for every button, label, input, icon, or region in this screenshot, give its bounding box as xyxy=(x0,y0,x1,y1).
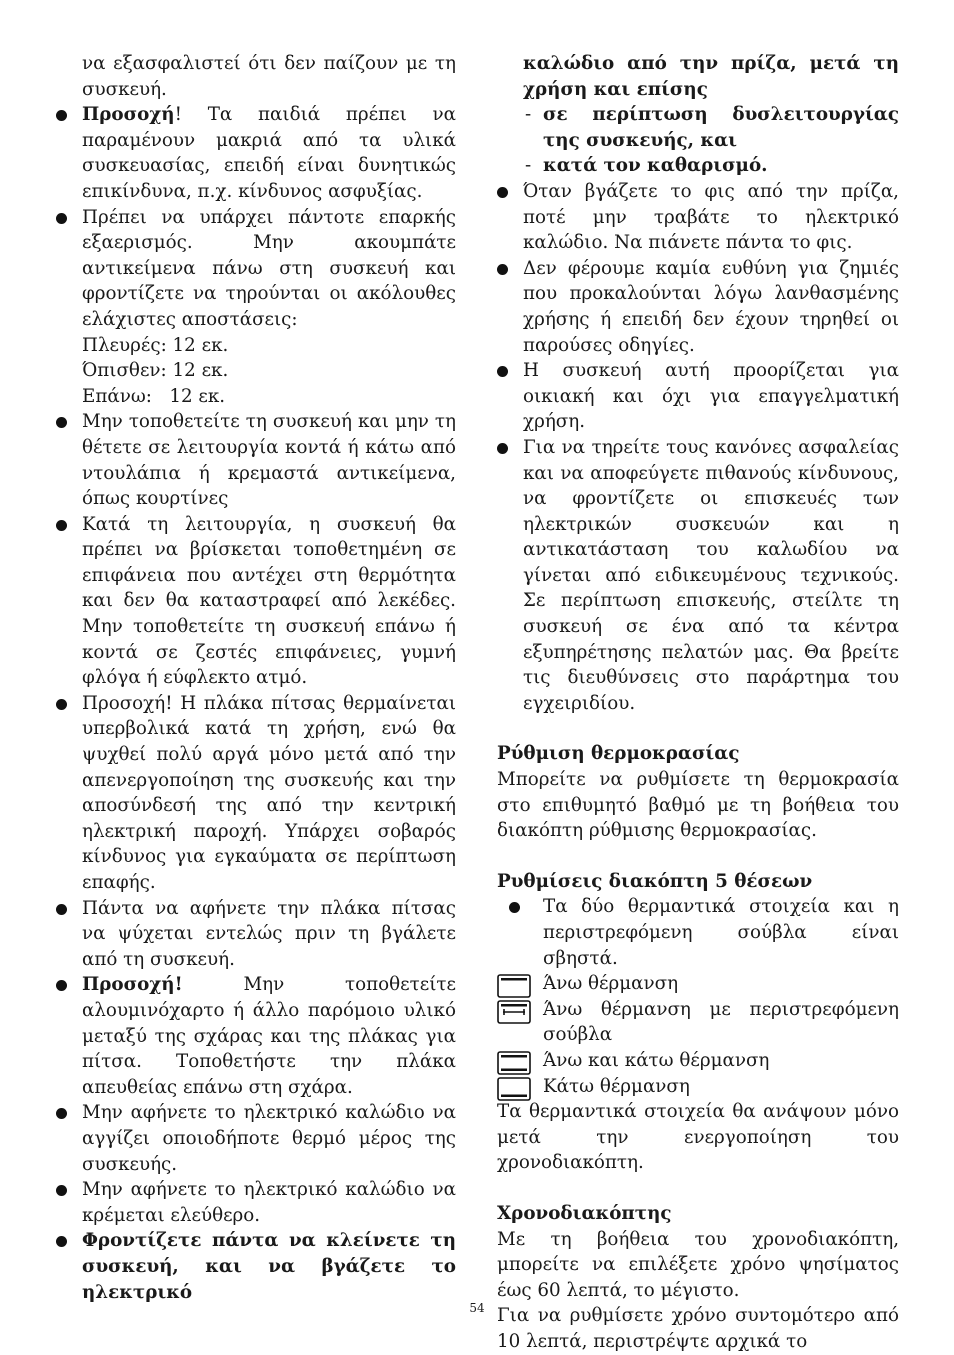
dash-item-text: σε περίπτωση δυσλειτουργίας της συσκευής, και xyxy=(543,104,899,151)
bullet-icon xyxy=(509,902,520,913)
list-item xyxy=(497,435,899,717)
list-item xyxy=(56,1177,456,1228)
timer-paragraph: Για να ρυθμίσετε χρόνο συντομότερο από 10 λεπτά, περιστρέψτε αρχικά το xyxy=(497,1305,899,1352)
distance-back: Όπισθεν: 12 εκ. xyxy=(82,360,229,382)
dash-item-text: κατά τον καθαρισμό. xyxy=(543,155,768,177)
list-item-text: ! Τα παιδιά πρέπει να παραμένουν μακριά από τα υλικά συσκευασίας, επειδή είναι δυνητικώς επικίνδυνα, π.χ. κίνδυνος ασφυξίας. xyxy=(82,104,456,202)
timer-paragraph: Με τη βοήθεια του χρονοδιακόπτη, μπορείτε να επιλέξετε χρόνο ψησίματος έως 60 λεπτά, το μέγιστο. xyxy=(497,1228,899,1301)
list-item-text: Μην αφήνετε το ηλεκτρικό καλώδιο να αγγίζει οποιοδήποτε θερμό μέρος της συσκευής. xyxy=(82,1102,456,1175)
list-item-text: Όταν βγάζετε το φις από την πρίζα, ποτέ μην τραβάτε το ηλεκτρικό καλώδιο. Να πιάνετε πάντα το φις. xyxy=(523,180,899,254)
switch-off-list xyxy=(497,894,899,971)
dash-item xyxy=(497,102,899,153)
warning-label: Προσοχή xyxy=(82,104,175,126)
mode-bottom-heat xyxy=(497,1074,899,1100)
list-item xyxy=(56,1228,456,1305)
bullet-icon xyxy=(56,213,67,224)
list-item-text: Τα δύο θερμαντικά στοιχεία και η περιστρεφόμενη σούβλα είναι σβηστά. xyxy=(543,896,899,969)
intro-continuation: να εξασφαλιστεί ότι δεν παίζουν με τη συσκευή. xyxy=(82,53,456,100)
page-number: 54 xyxy=(469,1301,485,1315)
bullet-icon xyxy=(56,699,67,710)
list-item xyxy=(56,512,456,691)
top-heat-rotisserie-icon xyxy=(497,1000,531,1024)
list-item-text: Προσοχή! Η πλάκα πίτσας θερμαίνεται υπερβολικά κατά τη χρήση, ενώ θα ψυχθεί πολύ αργά μόνο μετά από την απενεργοποίηση της συσκευής και την αποσύνδεσή της από την κεντρική ηλεκτρική παροχή. Υπάρχει σοβαρός κίνδυνος για εγκαύματα σε περίπτωση επαφής. xyxy=(82,692,456,893)
bullet-icon xyxy=(56,904,67,915)
list-item-text: Μην τοποθετείτε αλουμινόχαρτο ή άλλο παρόμοιο υλικό μεταξύ της σχάρας και της πλάκας για πίτσα. Τοποθετήστε την πλάκα απευθείας επάνω στη σχάρα. xyxy=(82,974,456,1098)
list-item xyxy=(497,358,899,435)
top-bottom-heat-icon xyxy=(497,1051,531,1075)
list-item-text: Για να τηρείτε τους κανόνες ασφαλείας και να αποφεύγετε πιθανούς κίνδυνους, να φροντίζετε οι επισκευές των ηλεκτρικών συσκευών και η αντικατάσταση του καλωδίου να γίνεται από ειδικευμένους τεχνικούς. Σε περίπτωση επισκευής, στείλτε τη συσκευή σε ένα από τα κέντρα εξυπηρέτησης πελατών μας. Θα βρείτε τις διευθύνσεις στο παράρτημα του εγχειριδίου. xyxy=(523,436,899,714)
list-item xyxy=(56,102,456,204)
mode-top-bottom-heat xyxy=(497,1048,899,1074)
list-item xyxy=(56,409,456,511)
dash-symbol: - xyxy=(525,104,532,126)
bullet-icon xyxy=(497,264,508,275)
list-item xyxy=(497,179,899,256)
timer-heading: Χρονοδιακόπτης xyxy=(497,1202,672,1224)
list-item xyxy=(56,691,456,896)
mode-label: Άνω θέρμανση xyxy=(543,973,679,995)
switch-heading: Ρυθμίσεις διακόπτη 5 θέσεων xyxy=(497,870,813,892)
dash-item xyxy=(497,153,899,179)
bullet-icon xyxy=(56,520,67,531)
bullet-icon xyxy=(56,1108,67,1119)
list-item-text: Μην αφήνετε το ηλεκτρικό καλώδιο να κρέμεται ελεύθερο. xyxy=(82,1179,456,1226)
list-item-text: Πάντα να αφήνετε την πλάκα πίτσας να ψύχεται εντελώς πριν τη βγάλετε από τη συσκευή. xyxy=(82,897,456,970)
modes-note: Τα θερμαντικά στοιχεία θα ανάψουν μόνο μετά την ενεργοποίηση του χρονοδιακόπτη. xyxy=(497,1101,899,1174)
dash-symbol: - xyxy=(525,155,532,177)
list-item-text: Κατά τη λειτουργία, η συσκευή θα πρέπει να βρίσκεται τοποθετημένη σε επιφάνεια που αντέχει στη θερμότητα και δεν θα καταστραφεί από λεκέδες. Μην τοποθετείτε τη συσκευή επάνω ή κοντά σε ζεστές επιφάνειες, γυμνή φλόγα ή εύφλεκτο ατμό. xyxy=(82,513,456,689)
list-item xyxy=(497,894,899,971)
bullet-icon xyxy=(56,110,67,121)
mode-label: Άνω και κάτω θέρμανση xyxy=(543,1049,770,1071)
list-item xyxy=(56,1100,456,1177)
bullet-icon xyxy=(56,1236,67,1247)
safety-list-right xyxy=(497,179,899,716)
spacer xyxy=(497,716,899,741)
list-item-text: Μην τοποθετείτε τη συσκευή και μην τη θέτετε σε λειτουργία κοντά ή κάτω από ντουλάπια ή κρεμαστά αντικείμενα, όπως κουρτίνες xyxy=(82,411,456,510)
spacer xyxy=(497,844,899,869)
list-item xyxy=(56,972,456,1100)
bold-continuation: καλώδιο από την πρίζα, μετά τη χρήση και επίσης xyxy=(523,53,899,100)
bullet-icon xyxy=(497,187,508,198)
bullet-icon xyxy=(497,443,508,454)
bottom-heat-icon xyxy=(497,1077,531,1101)
mode-label: Άνω θέρμανση με περιστρεφόμενη σούβλα xyxy=(543,998,899,1046)
safety-list-left xyxy=(56,102,456,1305)
mode-top-heat-rotisserie xyxy=(497,997,899,1048)
list-item xyxy=(56,205,456,410)
list-item xyxy=(56,896,456,973)
bullet-icon xyxy=(497,366,508,377)
list-item-text: Η συσκευή αυτή προορίζεται για οικιακή και όχι για επαγγελματική χρήση. xyxy=(523,360,899,433)
list-item-text: Πρέπει να υπάρχει πάντοτε επαρκής εξαερισμός. Μην ακουμπάτε αντικείμενα πάνω στη συσκευή και φροντίζετε να τηρούνται οι ακόλουθες ελάχιστες αποστάσεις: xyxy=(82,206,456,330)
mode-top-heat xyxy=(497,971,899,997)
warning-label: Προσοχή! xyxy=(82,974,183,996)
temperature-text: Μπορείτε να ρυθμίσετε τη θερμοκρασία στο επιθυμητό βαθμό με τη βοήθεια του διακόπτη ρύθμισης θερμοκρασίας. xyxy=(497,769,899,842)
mode-label: Κάτω θέρμανση xyxy=(543,1075,690,1097)
spacer xyxy=(497,1176,899,1201)
distance-sides: Πλευρές: 12 εκ. xyxy=(82,334,229,356)
right-column xyxy=(497,51,899,1355)
bullet-icon xyxy=(56,980,67,991)
temperature-heading: Ρύθμιση θερμοκρασίας xyxy=(497,743,740,765)
list-item-text: Δεν φέρουμε καμία ευθύνη για ζημιές που προκαλούνται λόγω λανθασμένης χρήσης ή επειδή δεν έχουν τηρηθεί οι παρούσες οδηγίες. xyxy=(523,257,899,356)
distance-top: Επάνω: 12 εκ. xyxy=(82,385,226,407)
bullet-icon xyxy=(56,1185,67,1196)
list-item-bold-text: Φροντίζετε πάντα να κλείνετε τη συσκευή, και να βγάζετε το ηλεκτρικό xyxy=(82,1230,456,1303)
list-item xyxy=(497,256,899,358)
bullet-icon xyxy=(56,417,67,428)
top-heat-icon xyxy=(497,974,531,998)
left-column xyxy=(56,51,456,1305)
